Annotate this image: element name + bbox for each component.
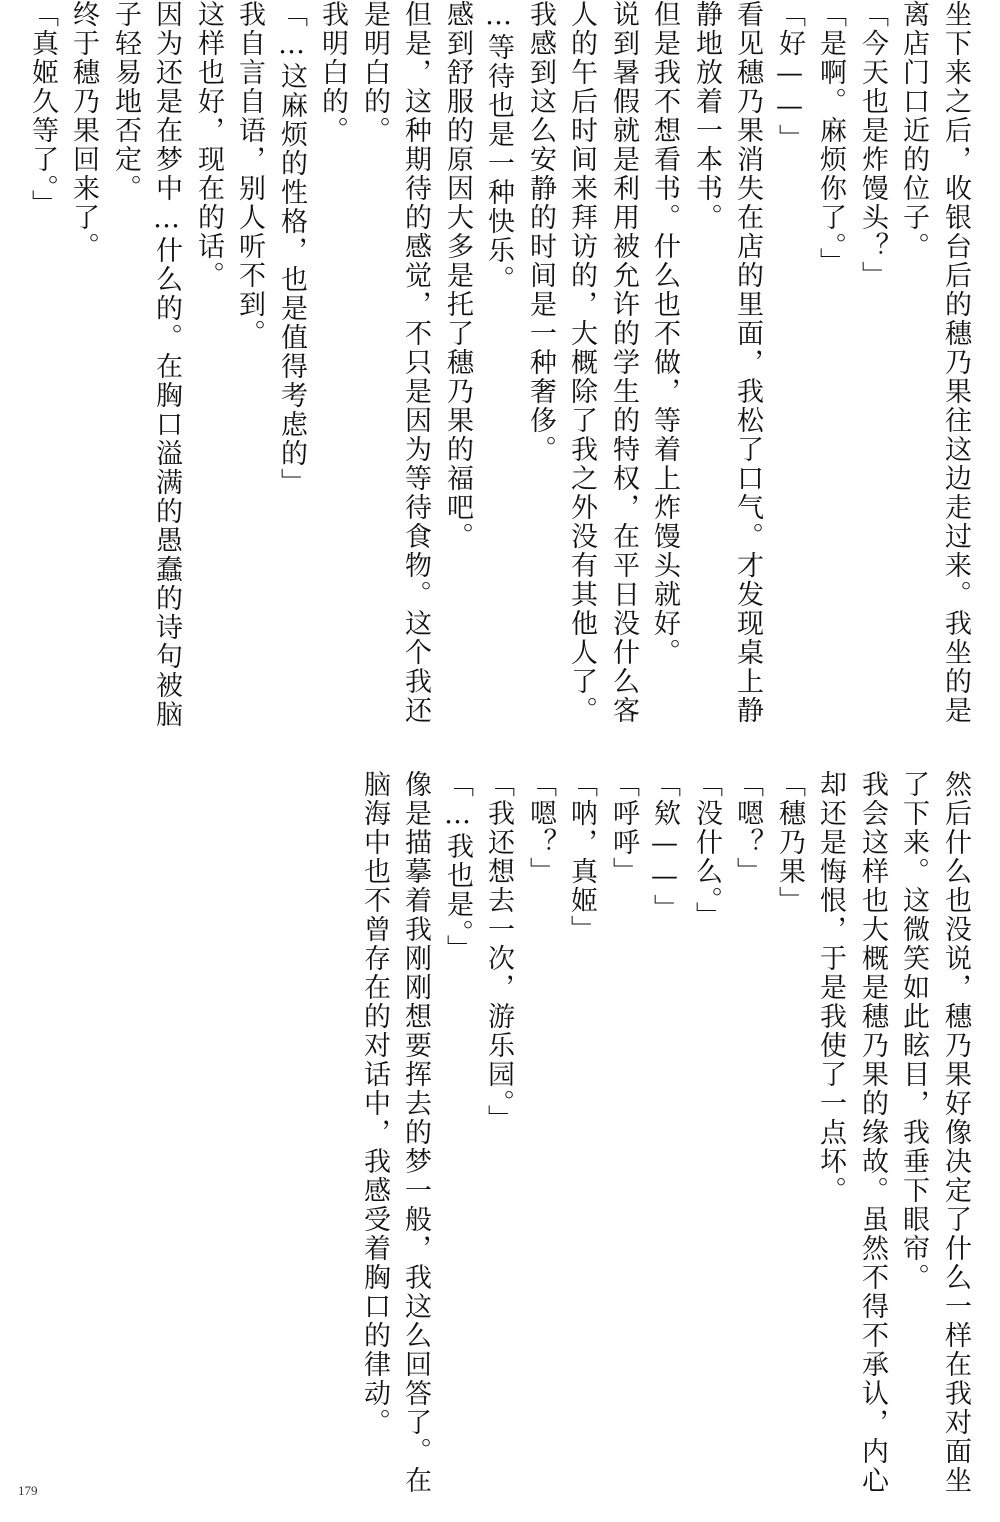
page-number: 179 [18,1483,38,1498]
text-column: 像是描摹着我刚刚想要挥去的梦一般，我这么回答了。在 [400,770,431,1495]
text-column: 是明白的。 [359,0,390,145]
text-column: 我明白的。 [317,0,348,145]
text-column: 「穗乃果」 [774,770,805,915]
text-column: 「真姬久等了。」 [27,0,58,219]
text-column: 了下来。这微笑如此眩目，我垂下眼帘。 [898,770,929,1292]
text-column: 坐下来之后，收银台后的穗乃果往这边走过来。我坐的是 [940,0,971,725]
text-column: 「嗯？」 [525,770,556,886]
text-column: 「好——」 [774,0,805,153]
text-column: 「呼呼」 [608,770,639,886]
text-column: 「嗯？」 [732,770,763,886]
text-column: 但是，这种期待的感觉，不只是因为等待食物。这个我还 [400,0,431,725]
text-column: 「没什么。」 [691,770,722,931]
text-column: 脑海中也不曾存在的对话中，我感受着胸口的律动。 [359,770,390,1437]
text-column: 说到暑假就是利用被允许的学生的特权，在平日没什么客 [608,0,639,725]
text-column: 然后什么也没说，穗乃果好像决定了什么一样在我对面坐 [940,770,971,1495]
text-column: 「欸——」 [649,770,680,923]
text-column: 终于穗乃果回来了。 [68,0,99,261]
text-column: 静地放着一本书。 [691,0,722,232]
text-column: 离店门口近的位子。 [898,0,929,261]
text-column: 看见穗乃果消失在店的里面，我松了口气。才发现桌上静 [732,0,763,725]
text-column: 我感到这么安静的时间是一种奢侈。 [525,0,556,464]
text-column: 「呐，真姬」 [566,770,597,944]
text-column: 「…我也是。」 [442,770,473,964]
text-column: 「我还想去一次，游乐园。」 [483,770,514,1134]
text-column: 因为还是在梦中…什么的。在胸口溢满的愚蠢的诗句被脑 [151,0,182,729]
text-column: 我会这样也大概是穗乃果的缘故。虽然不得不承认，内心 [857,770,888,1495]
text-column: 感到舒服的原因大多是托了穗乃果的福吧。 [442,0,473,551]
text-column: 子轻易地否定。 [110,0,141,203]
text-column: 人的午后时间来拜访的，大概除了我之外没有其他人了。 [566,0,597,725]
text-column: 「今天也是炸馒头？」 [857,0,888,290]
text-column: 我自言自语，别人听不到。 [234,0,265,348]
text-column: …等待也是一种快乐。 [483,0,514,294]
text-column: 「是啊。麻烦你了。」 [815,0,846,277]
text-column: 这样也好，现在的话。 [193,0,224,290]
text-column: 「…这麻烦的性格，也是值得考虑的」 [276,0,307,497]
text-column: 但是我不想看书。什么也不做，等着上炸馒头就好。 [649,0,680,667]
text-column: 却还是悔恨，于是我使了一点坏。 [815,770,846,1205]
